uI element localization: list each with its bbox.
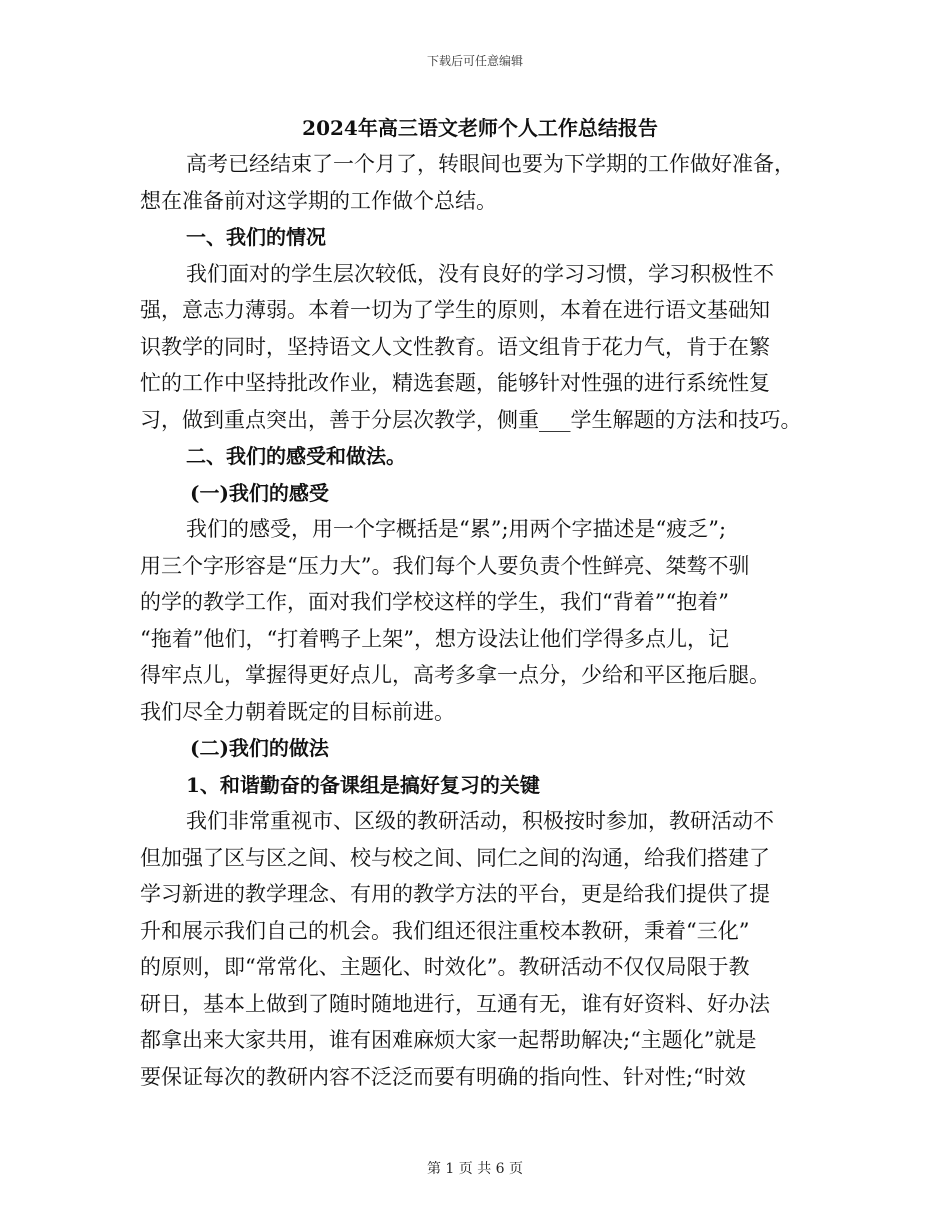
text-line: 要保证每次的教研内容不泛泛而要有明确的指向性、针对性;“时效 xyxy=(140,1064,746,1089)
point-heading: 1、和谐勤奋的备课组是搞好复习的关键 xyxy=(186,772,540,797)
paragraph-situation xyxy=(140,256,820,439)
document-title: 2024年高三语文老师个人工作总结报告 xyxy=(302,116,658,140)
paragraph-practice xyxy=(140,803,820,1095)
page-header: 下载后可任意编辑 xyxy=(426,54,523,68)
text-line: 的原则，即“常常化、主题化、时效化”。教研活动不仅仅局限于教 xyxy=(140,955,750,979)
text-line: 但加强了区与区之间、校与校之间、同仁之间的沟通，给我们搭建了 xyxy=(140,845,770,870)
text-line: 学习新进的教学理念、有用的教学方法的平台，更是给我们提供了提 xyxy=(140,882,770,906)
page-footer: 第 1 页 共 6 页 xyxy=(426,1161,524,1177)
text-line: 识教学的同时，坚持语文人文性教育。语文组肯于花力气，肯于在繁 xyxy=(140,334,770,359)
text-line: 忙的工作中坚持批改作业，精选套题，能够针对性强的进行系统性复 xyxy=(140,371,770,395)
document-body xyxy=(140,110,820,1095)
section-heading: 二、我们的感受和做法。 xyxy=(186,444,406,468)
text-line: 都拿出来大家共用，谁有困难麻烦大家一起帮助解决;“主题化”就是 xyxy=(140,1028,757,1052)
paragraph-feelings xyxy=(140,511,820,730)
text-line: 的学的教学工作，面对我们学校这样的学生，我们“背着”“抱着” xyxy=(140,590,729,614)
text-line: 我们的感受，用一个字概括是“累”;用两个字描述是“疲乏”; xyxy=(186,517,727,541)
text-line: 我们尽全力朝着既定的目标前进。 xyxy=(140,699,455,724)
paragraph-intro xyxy=(140,146,820,219)
text-line: 习，做到重点突出，善于分层次教学，侧重___学生解题的方法和技巧。 xyxy=(140,407,802,432)
text-line: “拖着”他们，“打着鸭子上架”，想方设法让他们学得多点儿，记 xyxy=(140,626,729,651)
text-line: 我们面对的学生层次较低，没有良好的学习习惯，学习积极性不 xyxy=(186,261,774,286)
subsection-heading: (一)我们的感受 xyxy=(190,480,329,505)
text-line: 研日，基本上做到了随时随地进行，互通有无，谁有好资料、好办法 xyxy=(140,991,770,1016)
text-line: 强，意志力薄弱。本着一切为了学生的原则，本着在进行语文基础知 xyxy=(140,298,770,322)
text-line: 想在准备前对这学期的工作做个总结。 xyxy=(140,188,497,213)
text-line: 得牢点儿，掌握得更好点儿，高考多拿一点分，少给和平区拖后腿。 xyxy=(140,663,770,687)
text-line: 高考已经结束了一个月了，转眼间也要为下学期的工作做好准备， xyxy=(186,152,795,176)
text-line: 用三个字形容是“压力大”。我们每个人要负责个性鲜亮、桀骜不驯 xyxy=(140,553,750,578)
subsection-heading: (二)我们的做法 xyxy=(190,736,329,760)
text-line: 我们非常重视市、区级的教研活动，积极按时参加，教研活动不 xyxy=(186,809,774,833)
text-line: 升和展示我们自己的机会。我们组还很注重校本教研，秉着“三化” xyxy=(140,918,750,943)
section-heading: 一、我们的情况 xyxy=(186,225,326,249)
